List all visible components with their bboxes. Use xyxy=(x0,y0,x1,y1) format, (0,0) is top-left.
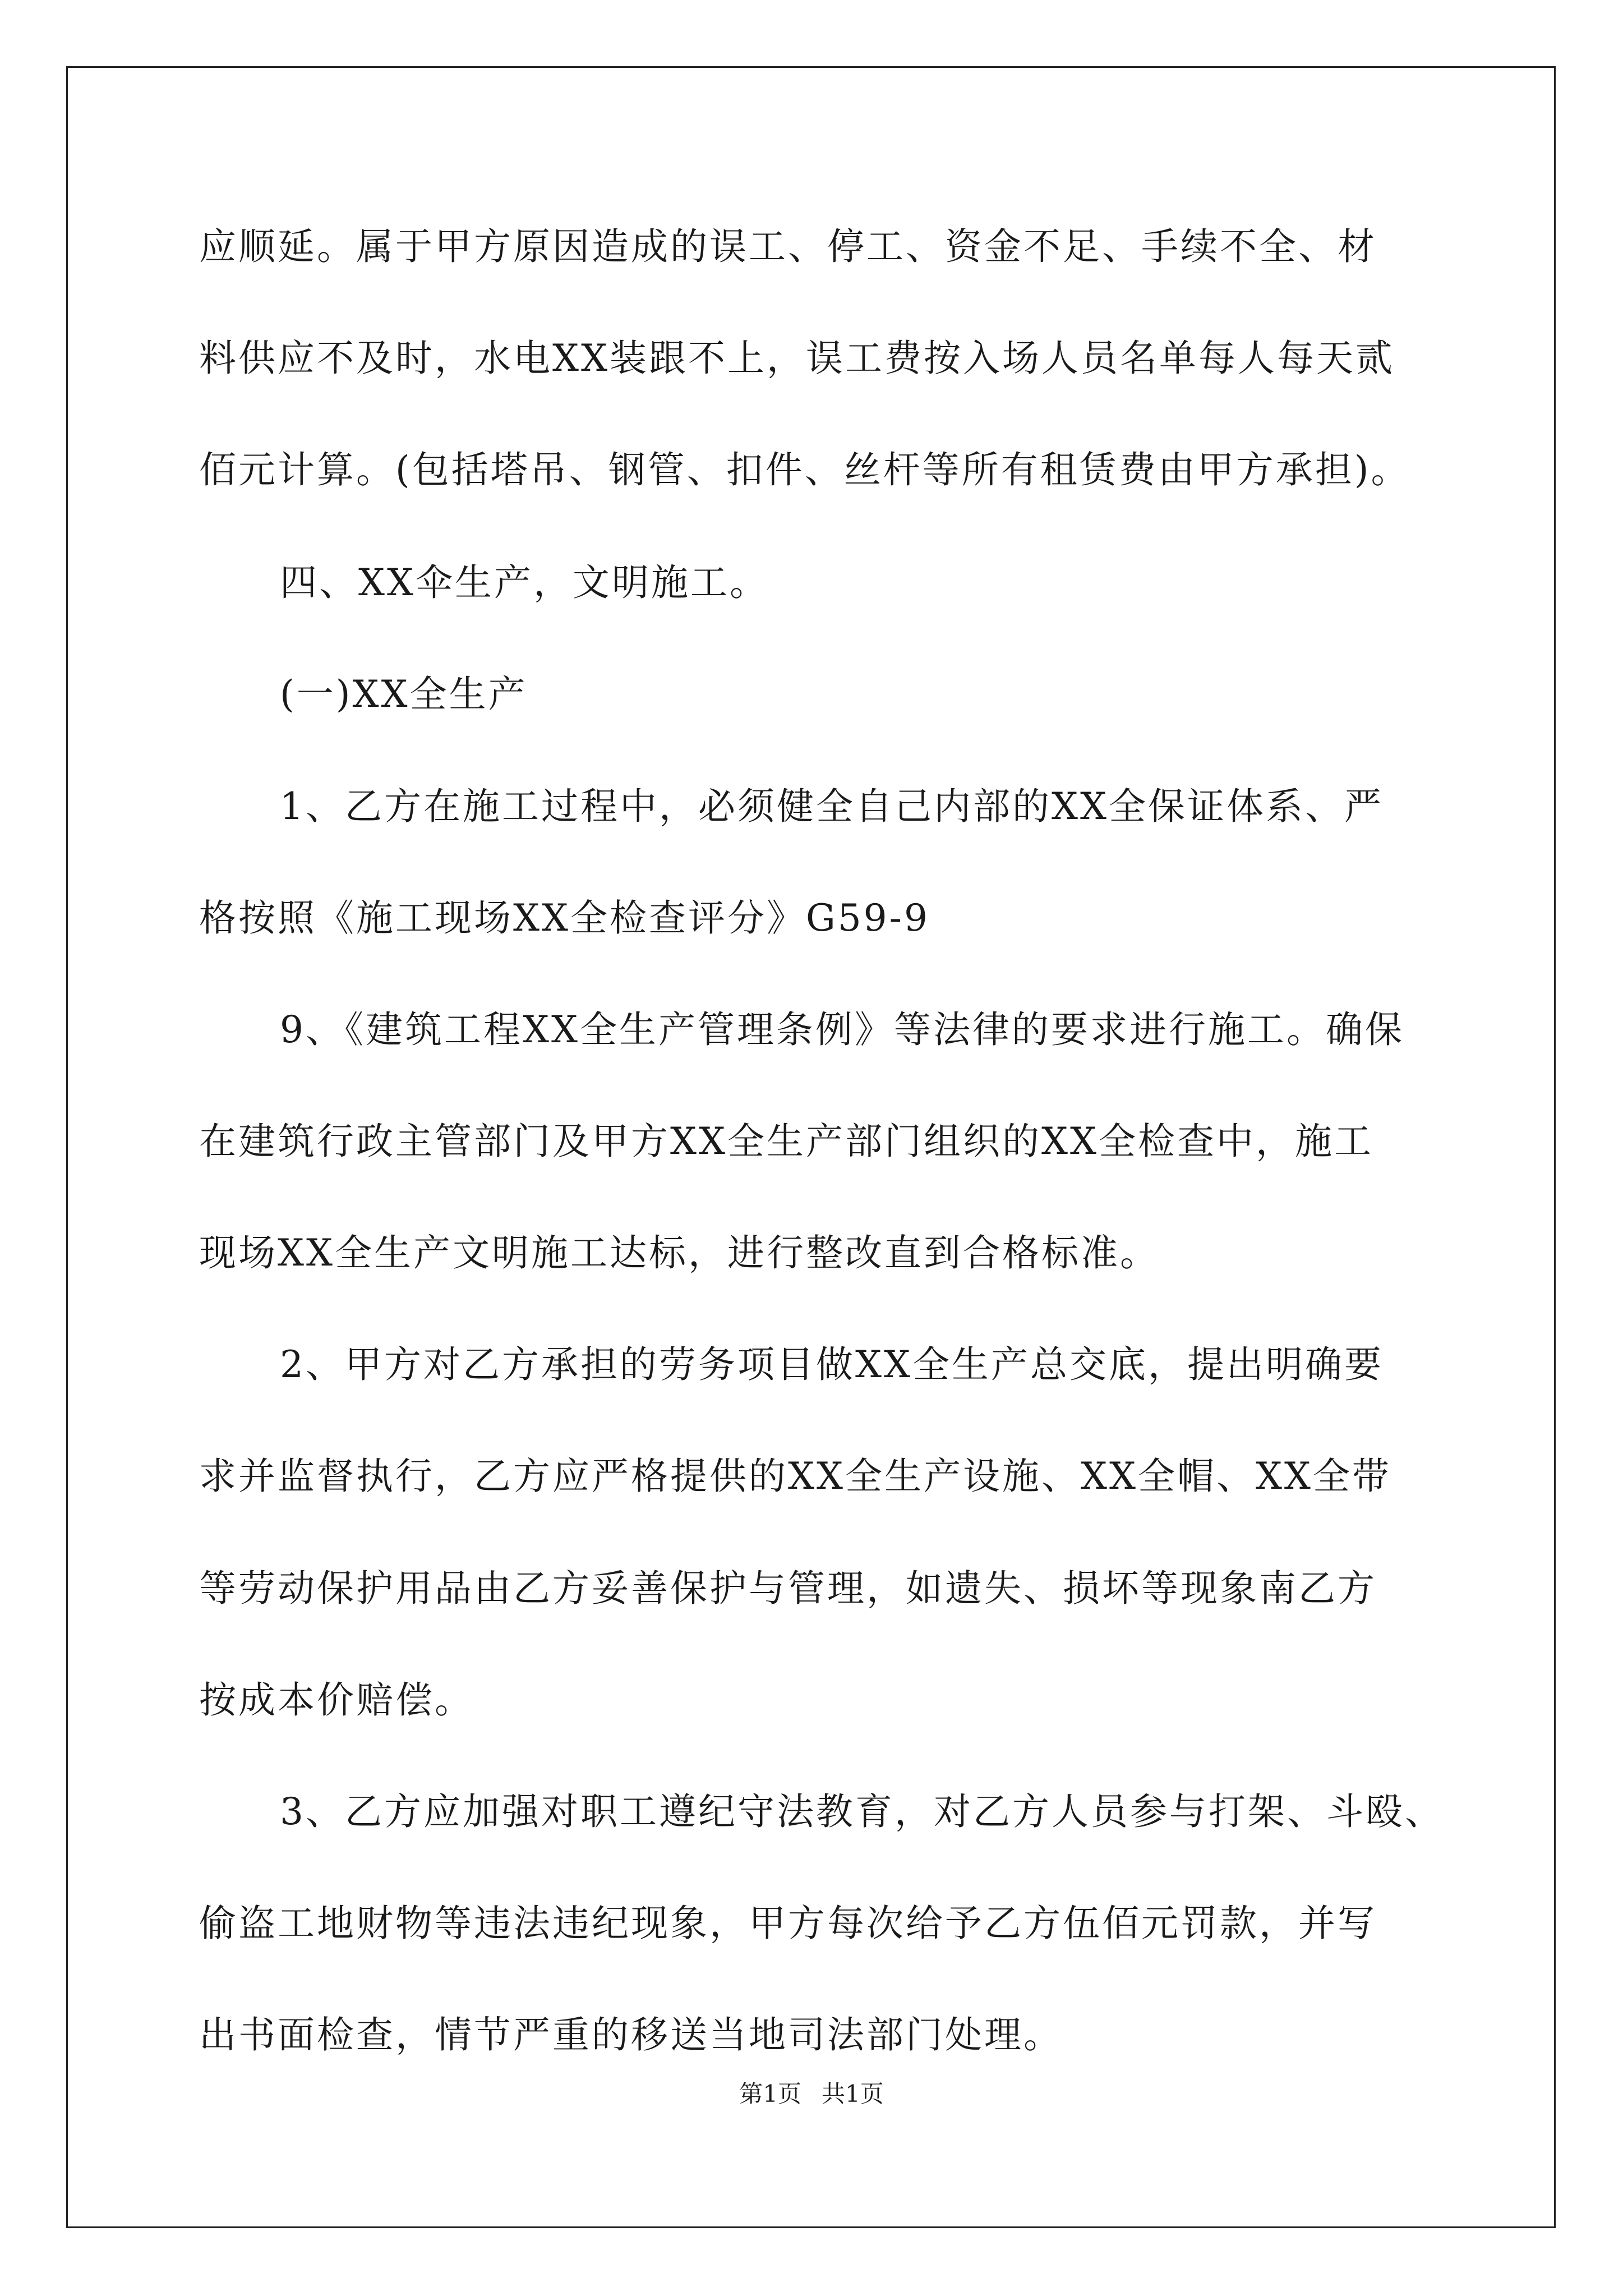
text-line: 佰元计算。(包括塔吊、钢管、扣件、丝杆等所有租赁费由甲方承担)。 xyxy=(199,448,1410,491)
text-line: 1、乙方在施工过程中，必须健全自己内部的XX全保证体系、严 xyxy=(280,785,1384,828)
text-line: 9、《建筑工程XX全生产管理条例》等法律的要求进行施工。确保 xyxy=(280,1008,1404,1051)
text-line: 求并监督执行，乙方应严格提供的XX全生产设施、XX全帽、XX全带 xyxy=(199,1455,1391,1498)
subsection-heading: (一)XX全生产 xyxy=(280,673,528,716)
page-total: 共1页 xyxy=(822,2080,884,2108)
text-line: 在建筑行政主管部门及甲方XX全生产部门组织的XX全检查中，施工 xyxy=(199,1120,1373,1163)
text-line: 偷盗工地财物等违法违纪现象，甲方每次给予乙方伍佰元罚款，并写 xyxy=(199,1902,1377,1945)
text-line: 现场XX全生产文明施工达标，进行整改直到合格标准。 xyxy=(199,1231,1159,1274)
page-number: 第1页 xyxy=(739,2080,801,2108)
text-line: 2、甲方对乙方承担的劳务项目做XX全生产总交底，提出明确要 xyxy=(280,1343,1384,1386)
text-line: 等劳动保护用品由乙方妥善保护与管理，如遗失、损坏等现象南乙方 xyxy=(199,1567,1377,1610)
section-heading: 四、XX伞生产，文明施工。 xyxy=(280,561,769,604)
page-footer xyxy=(0,2077,1623,2111)
text-line: 格按照《施工现场XX全检查评分》G59-9 xyxy=(199,896,930,940)
text-line: 应顺延。属于甲方原因造成的误工、停工、资金不足、手续不全、材 xyxy=(199,225,1377,268)
text-line: 3、乙方应加强对职工遵纪守法教育，对乙方人员参与打架、斗殴、 xyxy=(280,1790,1444,1833)
text-line: 按成本价赔偿。 xyxy=(199,1678,474,1722)
text-line: 料供应不及时，水电XX装跟不上，误工费按入场人员名单每人每天贰 xyxy=(199,337,1395,380)
text-line: 出书面检查，情节严重的移送当地司法部门处理。 xyxy=(199,2013,1063,2056)
